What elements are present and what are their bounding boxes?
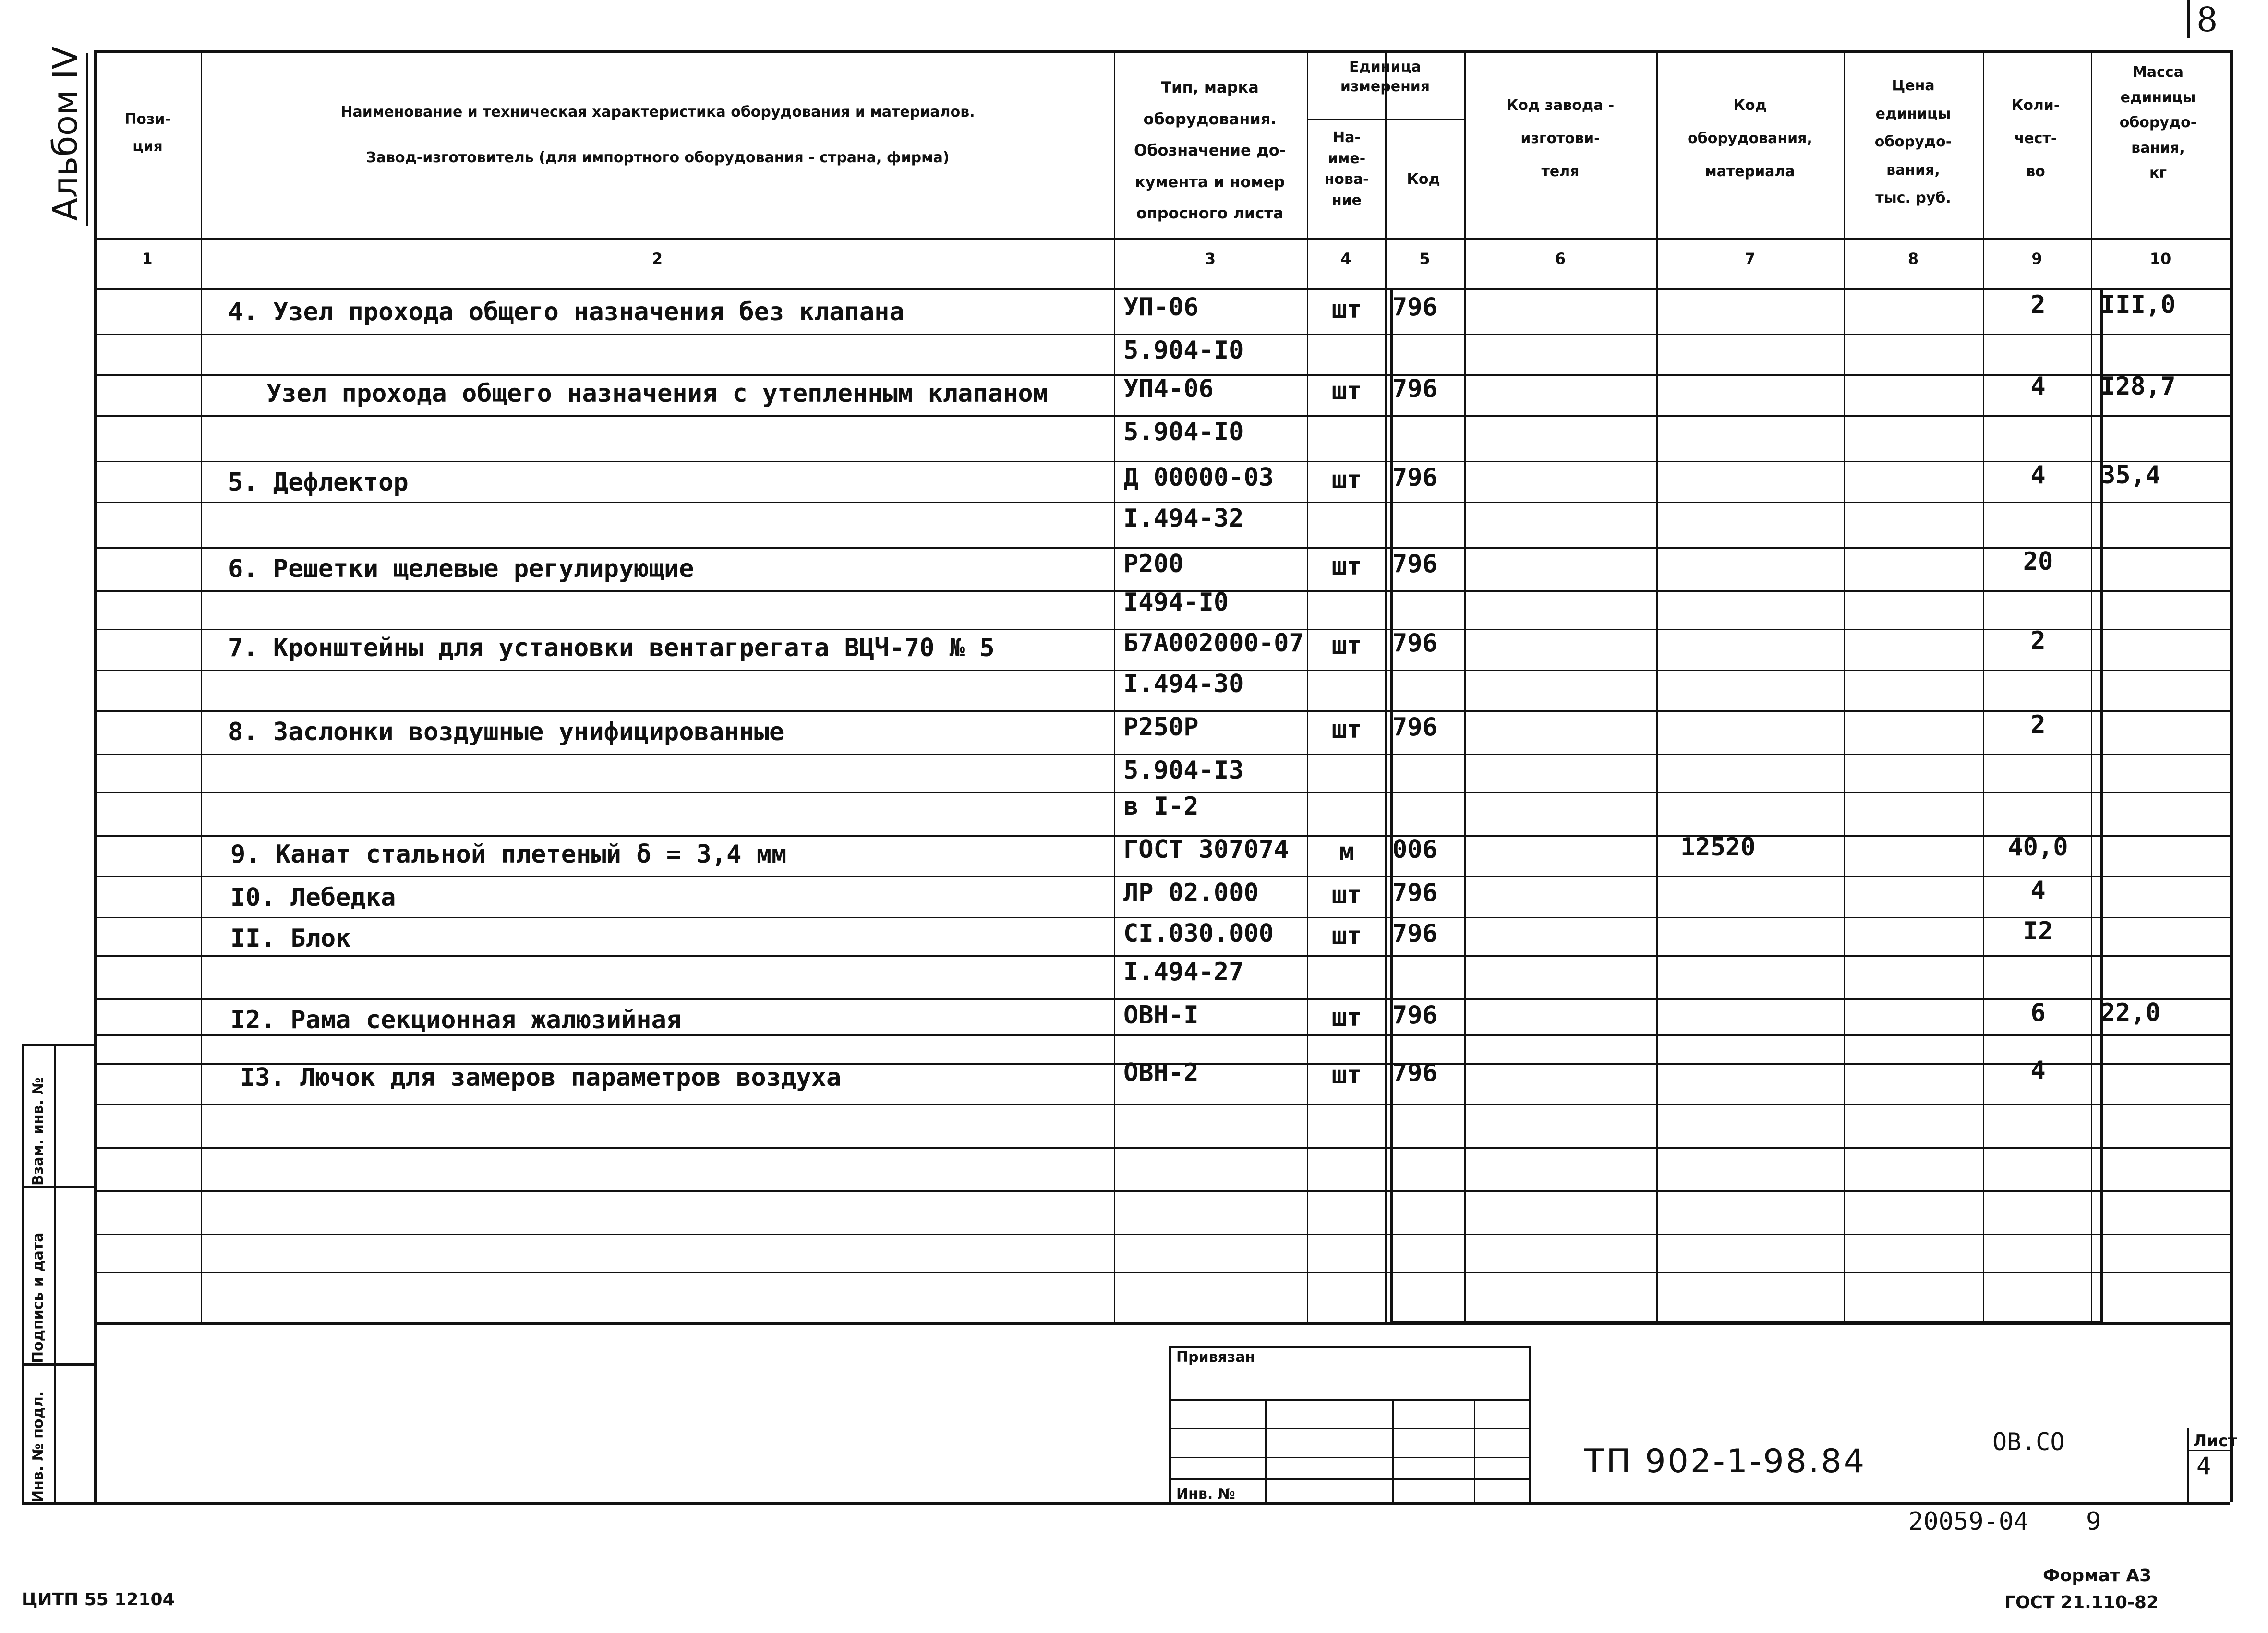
- col-rule-9: [2091, 50, 2092, 1322]
- tb-sheet-label: Лист: [2193, 1431, 2237, 1451]
- column-number: 5: [1419, 250, 1430, 268]
- col-rule-8: [1983, 50, 1984, 1322]
- column-number: 10: [2149, 250, 2171, 268]
- row-rule: [94, 1190, 2230, 1192]
- stamp-rule: [22, 1363, 94, 1366]
- row-unit-code: 796: [1392, 374, 1437, 403]
- row-rule: [94, 415, 2230, 417]
- row-unit: шт: [1331, 377, 1362, 406]
- format-label: Формат А3: [2043, 1566, 2152, 1585]
- row-unit-code: 796: [1392, 1058, 1437, 1087]
- row-name: 7. Кронштейны для установки вентагрегата ВЦЧ-70 № 5: [228, 634, 995, 662]
- row-qty: 4: [2030, 461, 2046, 490]
- row-name: I0. Лебедка: [230, 883, 396, 912]
- row-type: ЛР 02.000: [1123, 878, 1259, 907]
- hdr-unit-name: На- име- нова- ние: [1324, 129, 1369, 209]
- row-type: УП4-06: [1123, 374, 1214, 403]
- stamp-sign-date: Подпись и дата: [30, 1232, 47, 1363]
- stamp-top: [22, 1044, 94, 1046]
- row-name: I2. Рама секционная жалюзийная: [230, 1006, 682, 1034]
- row-mass: III,0: [2100, 290, 2176, 319]
- column-number: 6: [1555, 250, 1566, 268]
- hdr-name-line2: Завод-изготовитель (для импортного оборудования - страна, фирма): [366, 149, 950, 166]
- row-type: Б7А002000-07: [1123, 629, 1304, 658]
- row-unit-code: 796: [1392, 919, 1437, 948]
- row-type: CI.030.000: [1123, 919, 1274, 948]
- row-type: I.494-30: [1123, 670, 1244, 698]
- archive-no: 20059-04: [1908, 1507, 2029, 1536]
- frame-top: [94, 50, 2230, 53]
- row-unit: шт: [1331, 1061, 1362, 1090]
- row-type: Р200: [1123, 550, 1184, 578]
- row-unit-code: 796: [1392, 878, 1437, 907]
- row-unit-code: 796: [1392, 463, 1437, 492]
- row-qty: 4: [2030, 372, 2046, 401]
- row-rule: [94, 917, 2230, 918]
- stamp-inv-repl: Взам. инв. №: [30, 1077, 47, 1186]
- hdr-equip-code: Код оборудования, материала: [1688, 97, 1812, 180]
- row-rule: [94, 710, 2230, 712]
- tb-col-rule: [1265, 1399, 1267, 1502]
- col-rule-5: [1464, 50, 1466, 1322]
- frame-right: [2230, 50, 2233, 1502]
- tb-sheet-no: 4: [2196, 1452, 2211, 1480]
- row-type: УП-06: [1123, 293, 1199, 322]
- row-rule: [94, 1034, 2230, 1036]
- row-rule: [94, 1234, 2230, 1235]
- hdr-qty: Коли- чест- во: [2011, 97, 2060, 180]
- row-unit-code: 796: [1392, 1001, 1437, 1030]
- emph-left: [1390, 288, 1393, 1322]
- hdr-plant-code: Код завода - изготови- теля: [1506, 97, 1615, 180]
- row-type: 5.904-I3: [1123, 756, 1244, 785]
- row-qty: 6: [2030, 998, 2046, 1027]
- column-number: 7: [1744, 250, 1756, 268]
- column-number: 8: [1907, 250, 1919, 268]
- stamp-rule: [22, 1502, 94, 1505]
- row-qty: 2: [2030, 710, 2046, 739]
- row-rule: [94, 998, 2230, 1000]
- column-number: 2: [651, 250, 663, 268]
- row-name: 8. Заслонки воздушные унифицированные: [228, 718, 784, 746]
- col-rule-1: [201, 50, 202, 1322]
- stamp-rule: [22, 1186, 94, 1188]
- row-rule: [94, 461, 2230, 462]
- page-no: 9: [2086, 1507, 2101, 1536]
- row-name: 9. Канат стальной плетеный δ = 3,4 мм: [230, 840, 787, 869]
- row-qty: 2: [2030, 626, 2046, 655]
- row-type: Д 00000-03: [1123, 463, 1274, 492]
- row-name: Узел прохода общего назначения с утепленным клапаном: [266, 379, 1048, 408]
- column-number: 4: [1340, 250, 1351, 268]
- row-mass: 35,4: [2100, 461, 2161, 490]
- tb-sheet-left: [2187, 1428, 2189, 1502]
- gost-label: ГОСТ 21.110-82: [2004, 1593, 2159, 1612]
- tb-doc-code: ТП 902-1-98.84: [1584, 1442, 1867, 1480]
- album-rule: [86, 53, 88, 226]
- hdr-position: Пози- ция: [124, 111, 171, 155]
- hdr-type: Тип, марка оборудования. Обозначение до- кумента и номер опросного листа: [1134, 78, 1286, 223]
- emph-right: [2100, 288, 2103, 1322]
- row-type: в I-2: [1123, 792, 1199, 821]
- row-mass: 22,0: [2100, 998, 2161, 1027]
- hdr-mass: Масса единицы оборудо- вания, кг: [2119, 64, 2197, 181]
- column-number: 3: [1205, 250, 1216, 268]
- row-mass: I28,7: [2100, 372, 2176, 401]
- row-unit-code: 006: [1392, 835, 1437, 864]
- row-rule: [94, 288, 2230, 289]
- row-name: 6. Решетки щелевые регулирующие: [228, 554, 694, 583]
- row-type: 5.904-I0: [1123, 336, 1244, 365]
- col-rule-6: [1656, 50, 1658, 1322]
- row-unit: шт: [1331, 466, 1362, 494]
- header-bottom-rule: [94, 238, 2230, 240]
- tb-inv-no: Инв. №: [1176, 1486, 1235, 1502]
- row-rule: [94, 1104, 2230, 1105]
- stamp-inv-orig: Инв. № подл.: [30, 1391, 47, 1502]
- row-type: I494-I0: [1123, 588, 1229, 617]
- column-number: 9: [2031, 250, 2042, 268]
- row-name: 5. Дефлектор: [228, 468, 409, 497]
- row-equip-code: 12520: [1680, 833, 1756, 862]
- tb-col-rule: [1392, 1399, 1394, 1502]
- row-rule: [94, 334, 2230, 335]
- row-unit: шт: [1331, 715, 1362, 744]
- row-unit: шт: [1331, 922, 1362, 950]
- row-rule: [94, 547, 2230, 549]
- album-label: Альбом IV: [46, 46, 85, 221]
- row-unit: м: [1339, 838, 1354, 866]
- row-qty: 4: [2030, 876, 2046, 905]
- col-rule-7: [1844, 50, 1845, 1322]
- frame-left: [94, 50, 97, 1502]
- tb-box-right: [1529, 1346, 1531, 1502]
- row-unit: шт: [1331, 881, 1362, 910]
- row-type: ГОСТ 307074: [1123, 835, 1289, 864]
- row-qty: 40,0: [2008, 833, 2068, 862]
- tb-mark: ОВ.СО: [1992, 1428, 2065, 1456]
- row-type: ОВН-2: [1123, 1058, 1199, 1087]
- row-type: Р250Р: [1123, 713, 1199, 742]
- stamp-left: [22, 1044, 24, 1502]
- frame-bottom: [94, 1502, 2230, 1505]
- row-rule: [94, 502, 2230, 503]
- hdr-unit-code: Код: [1407, 171, 1440, 188]
- stamp-right: [54, 1044, 56, 1502]
- row-type: I.494-32: [1123, 504, 1244, 533]
- sheet-mark-rule: [2187, 0, 2190, 38]
- row-qty: 2: [2030, 290, 2046, 319]
- row-name: 4. Узел прохода общего назначения без клапана: [228, 298, 905, 326]
- tb-attached: Привязан: [1176, 1349, 1255, 1366]
- row-unit-code: 796: [1392, 629, 1437, 658]
- hdr-price: Цена единицы оборудо- вания, тыс. руб.: [1874, 77, 1952, 206]
- row-rule: [94, 754, 2230, 755]
- row-qty: 4: [2030, 1056, 2046, 1085]
- hdr-name-line1: Наименование и техническая характеристика оборудования и материалов.: [340, 104, 975, 120]
- tb-col-rule: [1474, 1399, 1475, 1502]
- row-unit: шт: [1331, 1003, 1362, 1032]
- row-unit: шт: [1331, 295, 1362, 324]
- sheet-mark: 8: [2196, 0, 2218, 39]
- row-unit: шт: [1331, 631, 1362, 660]
- row-unit-code: 796: [1392, 293, 1437, 322]
- row-type: I.494-27: [1123, 958, 1244, 986]
- column-number: 1: [142, 250, 153, 268]
- row-rule: [94, 876, 2230, 877]
- col-rule-4: [1385, 50, 1387, 1322]
- row-unit-code: 796: [1392, 550, 1437, 578]
- row-unit-code: 796: [1392, 713, 1437, 742]
- tb-box-top: [1169, 1346, 1529, 1348]
- row-rule: [94, 1272, 2230, 1273]
- row-rule: [94, 1147, 2230, 1149]
- org-label: ЦИТП 55 12104: [22, 1590, 175, 1609]
- row-rule: [94, 955, 2230, 957]
- row-unit: шт: [1331, 552, 1362, 581]
- col-rule-3: [1307, 50, 1308, 1322]
- row-name: I3. Лючок для замеров параметров воздуха: [240, 1063, 842, 1092]
- row-type: 5.904-I0: [1123, 418, 1244, 446]
- col-rule-2: [1114, 50, 1115, 1322]
- body-bottom-rule: [94, 1322, 2230, 1325]
- row-qty: 20: [2023, 547, 2053, 576]
- row-type: ОВН-I: [1123, 1001, 1199, 1030]
- hdr-unit-group: Единица измерения: [1340, 59, 1430, 95]
- row-name: II. Блок: [230, 924, 351, 953]
- row-qty: I2: [2023, 917, 2053, 946]
